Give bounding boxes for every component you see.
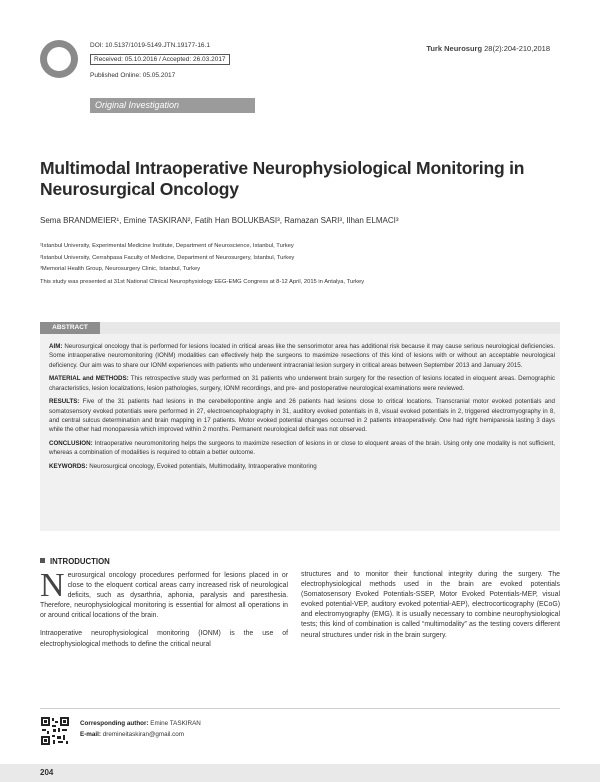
conclusion-label: CONCLUSION: [49, 439, 93, 447]
abstract-methods [49, 374, 555, 393]
article-title: Multimodal Intraoperative Neurophysiological Monitoring in Neurosurgical Oncology [40, 158, 525, 199]
journal-name: Turk Neurosurg [426, 44, 483, 53]
affiliation-1: ¹Istanbul University, Experimental Medicine Institute, Department of Neuroscience, Istanbul, Turkey [40, 243, 294, 249]
square-bullet-icon [40, 558, 45, 563]
presented-note: This study was presented at 31st National Clinical Neurophysiology EEG-EMG Congress at 8-12 April, 2015 in Antalya, Turkey [40, 279, 365, 285]
corresponding-author [80, 718, 201, 729]
abstract-header-bar [40, 322, 560, 334]
footnote-divider [40, 708, 560, 709]
intro-p1-text: eurosurgical oncology procedures performed for lesions placed in or close to the eloquent cortical areas carry increased risk of neurological deficits, such as dysarthria, aphonia, paralysis and paresthesia. Therefore, neurophysiological monitoring is essential for almost all operations in or around critical locations of the brain. [40, 572, 288, 620]
introduction-heading [40, 557, 110, 566]
abstract-label: ABSTRACT [40, 322, 100, 334]
methods-label: MATERIAL and METHODS: [49, 375, 129, 383]
received-text: Received: 05.10.2016 / Accepted: 26.03.2017 [90, 54, 230, 65]
affiliation-3: ³Memorial Health Group, Neurosurgery Clinic, Istanbul, Turkey [40, 266, 201, 272]
abstract-aim [49, 342, 555, 370]
keywords-label: KEYWORDS: [49, 462, 88, 470]
email-label: E-mail: [80, 731, 101, 738]
intro-paragraph-3: structures and to monitor their functional integrity during the surgery. The electrophysiological methods used in the brain are evoked potentials (Somatosensory Evoked Potentials-SSEP, Motor Evoked Potentials-MEP, visual evoked potential-VEP, auditory evoked potential-AEP), electrocorticography (ECoG) and electromyography (EMG). It is usually necessary to combine neurophysiological tests; this kind of combination is called “multimodality” as the testing covers different neural structures under risk in the brain surgery. [301, 571, 560, 639]
journal-logo [40, 40, 78, 78]
footer-bar [0, 764, 600, 782]
affiliations [40, 241, 294, 276]
keywords-text: Neurosurgical oncology, Evoked potentials, Multimodality, Intraoperative monitoring [87, 462, 317, 470]
aim-label: AIM: [49, 343, 63, 350]
email-value[interactable]: dremineitaskiran@gmail.com [101, 731, 185, 738]
methods-text: This retrospective study was performed on 31 patients who underwent brain surgery for the resection of lesions located in eloquent areas. Demographic characteristics, lesion localizations, lesion pathologies, surgery, IONM recordings, and pre- and postoperative neurological examinations were reviewed. [49, 375, 555, 392]
published-online: Published Online: 05.05.2017 [90, 72, 176, 79]
abstract-keywords [49, 462, 555, 471]
page-number: 204 [40, 768, 54, 777]
abstract-conclusion [49, 439, 555, 458]
corresponding-author-block [80, 718, 201, 740]
corresponding-author-name: Emine TASKIRAN [148, 720, 201, 727]
aim-text: Neurosurgical oncology that is performed for lesions located in critical areas like the sensorimotor area has additional risk because it may cause serious neurological deficiencies. Some intraoperative neuromonitoring (IONM) modalities can effectively help the surgeons to maximize resections of this kind of lesions with or without an acceptable neurological deficiency. Our aim was to share our IONM experiences with patients who underwent intracranial lesion surgery in critical areas between September 2013 and January 2015. [49, 343, 555, 369]
drop-cap: N [40, 567, 65, 604]
doi: DOI: 10.5137/1019-5149.JTN.19177-16.1 [90, 42, 210, 49]
authors: Sema BRANDMEIER¹, Emine TASKIRAN², Fatih Han BOLUKBASI³, Ramazan SARI³, Ilhan ELMACI³ [40, 216, 399, 225]
results-text: Five of the 31 patients had lesions in the cerebellopontine angle and 26 patients had lesions close to critical locations. Transcranial motor evoked potentials and somatosensory evoked potentials were performed in 27, electroencephalography in 31, auditory evoked potentials in 8, visual evoked potentials in 2, triggered electromyography in 8, and central sulcus determination and brain mapping in 17 patients. Motor evoked potential changes occurred in 2 patients intraoperatively. One had right hemiparesia lasting 3 days while the other had monoparesia which improved within 2 months. Permanent neurological deficit was not observed. [49, 398, 555, 434]
introduction-heading-text: INTRODUCTION [50, 557, 110, 566]
qr-code-icon [40, 716, 70, 746]
intro-column-right [301, 570, 560, 641]
abstract-results [49, 397, 555, 434]
affiliation-2: ²Istanbul University, Cerrahpasa Faculty of Medicine, Department of Neurosurgery, Istanbul, Turkey [40, 254, 295, 261]
intro-paragraph-2: Intraoperative neurophysiological monitoring (IONM) is the use of electrophysiological methods to define the critical neural [40, 630, 288, 648]
results-label: RESULTS: [49, 398, 80, 406]
corresponding-author-label: Corresponding author: [80, 720, 149, 727]
abstract-text [49, 342, 555, 476]
conclusion-text: Intraoperative neuromonitoring helps the surgeons to maximize resection of lesions in or close to eloquent areas of the brain. Using only one modality is not sufficient, whereas a combination of modalities is required to obtain a better outcome. [49, 439, 555, 457]
article-type-banner: Original Investigation [90, 98, 255, 113]
received-accepted [90, 56, 230, 63]
intro-column-left [40, 567, 288, 650]
corresponding-email [80, 729, 201, 740]
journal-citation [426, 44, 550, 53]
journal-cite: 28(2):204-210,2018 [482, 44, 550, 53]
intro-paragraph-1 [40, 567, 288, 621]
